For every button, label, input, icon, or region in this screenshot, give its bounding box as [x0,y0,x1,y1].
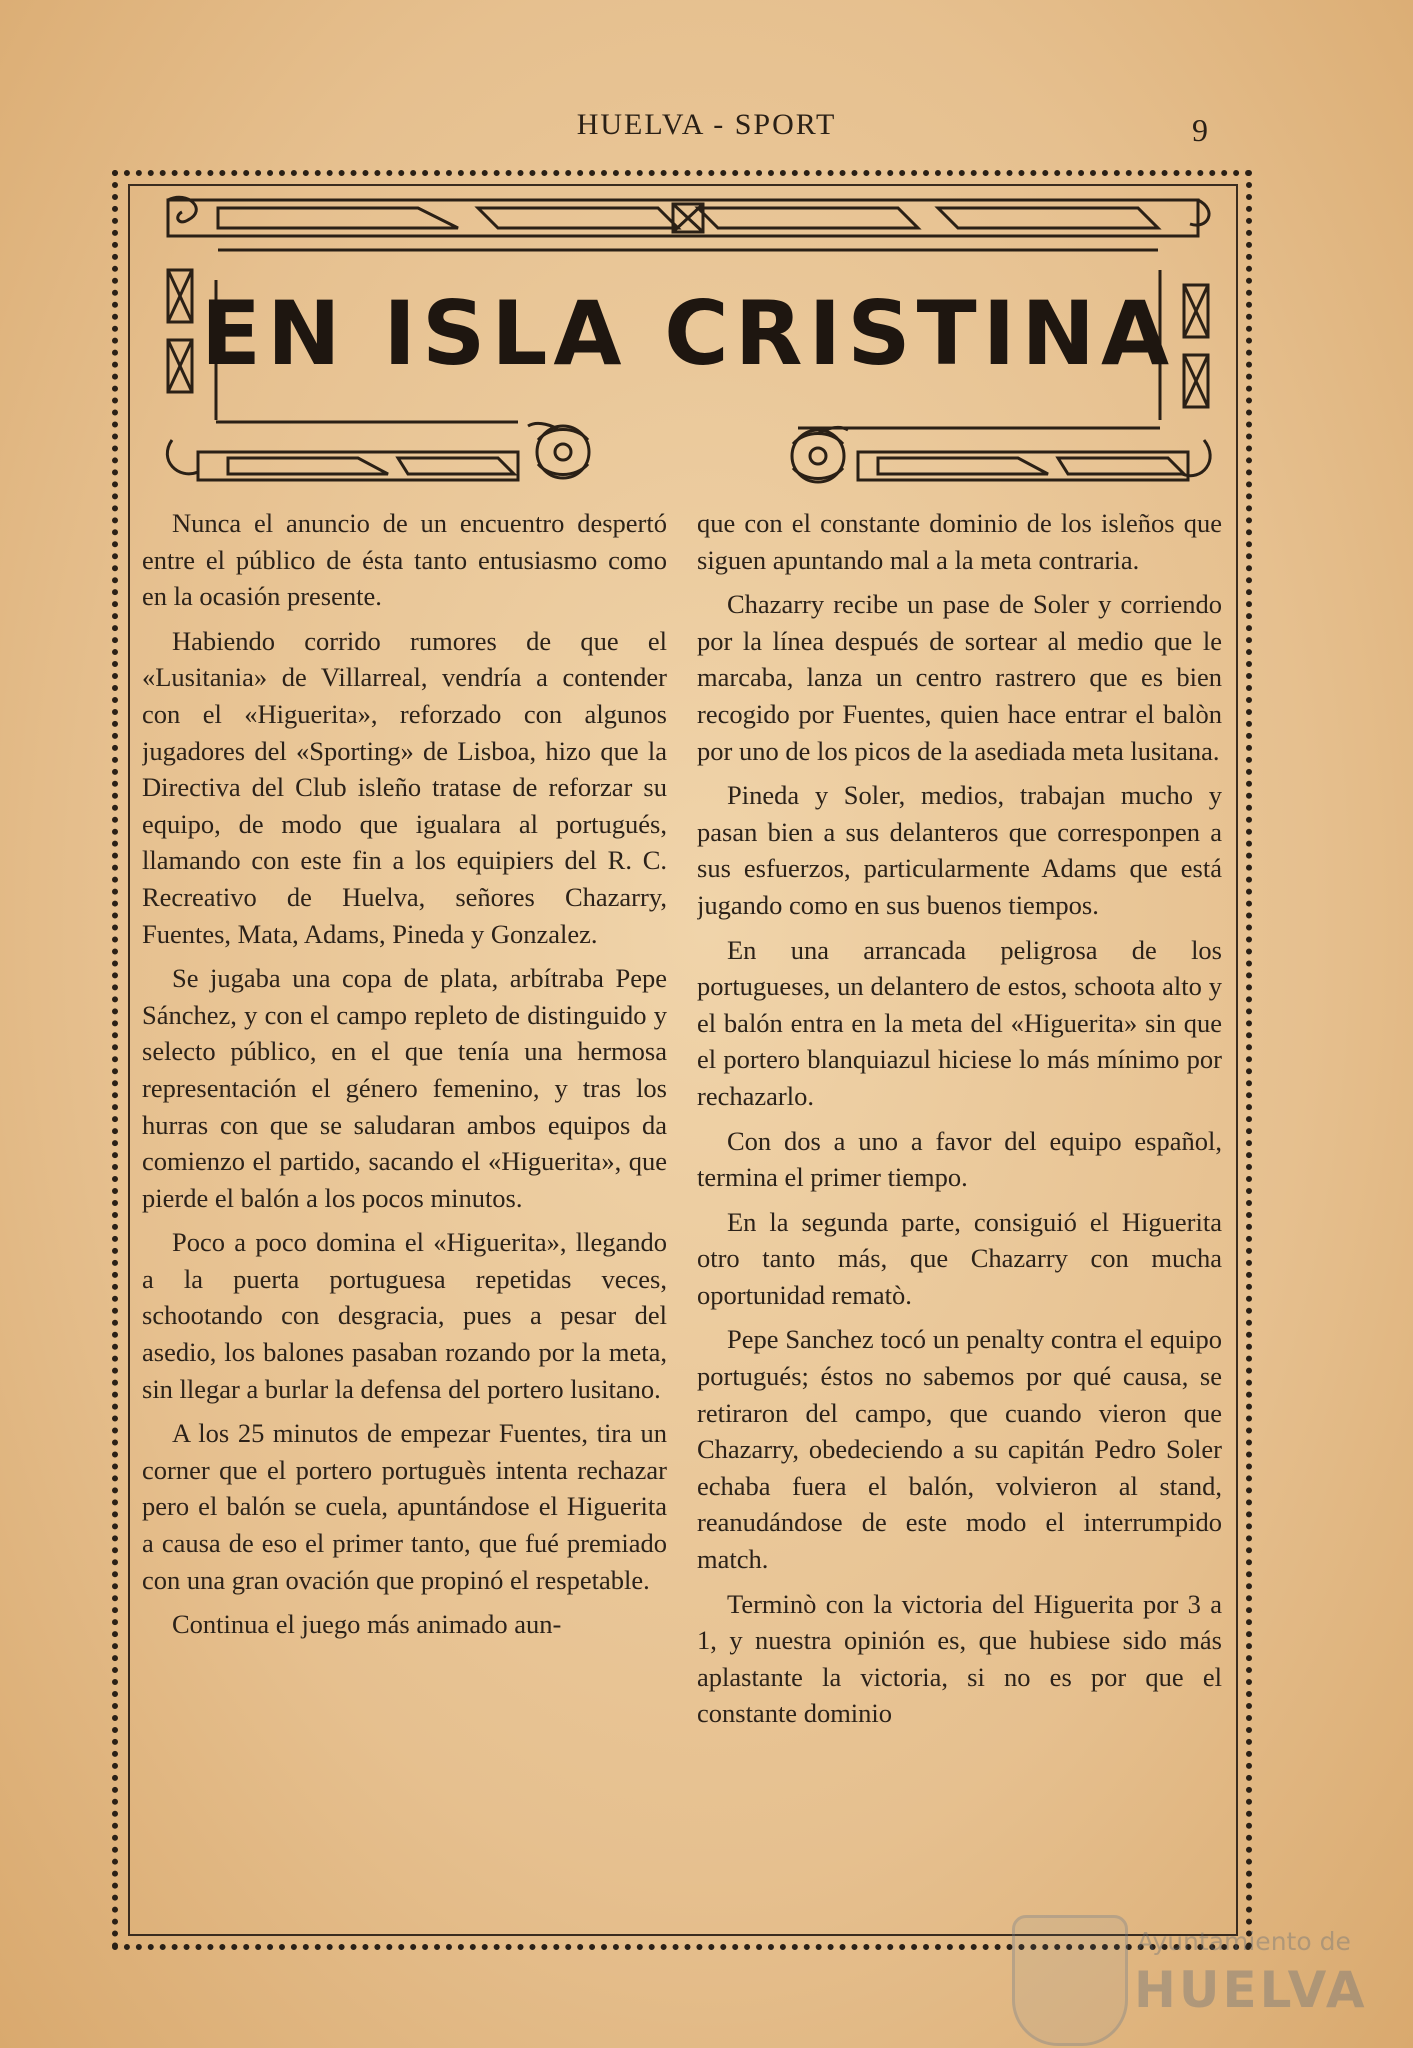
watermark-line2: HUELVA [1134,1961,1368,2019]
archive-watermark [1012,1915,1412,2045]
paragraph: que con el constante dominio de los isleños que siguen apuntando mal a la meta contraria. [697,508,1222,575]
running-head: HUELVA - SPORT [576,108,837,141]
paragraph: Pepe Sanchez tocó un penalty contra el equipo portugués; éstos no sabemos por qué causa, se retiraron del campo, que cuando vieron que Chazarry, obedeciendo a su capitán Pedro Soler echaba fuera el balón, volvieron al stand, reanudándose de este modo el interrumpido match. [697,1324,1222,1575]
headline-banner [158,190,1218,490]
floral-ornament-left-icon [528,423,589,478]
column-left [142,505,667,1925]
article-headline: EN ISLA CRISTINA [200,282,1176,385]
paragraph: Pineda y Soler, medios, trabajan mucho y pasan bien a sus delanteros que corresponpen a sus esfuerzos, particularmente Adams que está jugando como en sus buenos tiempos. [697,780,1222,920]
paragraph: Nunca el anuncio de un encuentro despertó entre el público de ésta tanto entusiasmo como en la ocasión presente. [142,508,667,612]
article-columns [142,505,1222,1925]
floral-ornament-right-icon [792,427,848,482]
paragraph: Habiendo corrido rumores de que el «Lusitania» de Villarreal, vendría a contender con el «Higuerita», reforzado con algunos jugadores del «Sporting» de Lisboa, hizo que la Directiva del Club isleño tratase de reforzar su equipo, de modo que igualara al portugués, llamando con este fin a los equipiers del R. C. Recreativo de Huelva, señores Chazarry, Fuentes, Mata, Adams, Pineda y Gonzalez. [142,625,667,949]
paragraph: A los 25 minutos de empezar Fuentes, tira un corner que el portero portuguès intenta rechazar pero el balón se cuela, apuntándose el Higuerita a causa de eso el primer tanto, que fué premiado con una gran ovación que propinó el respetable. [142,1418,667,1595]
page-number: 9 [1192,112,1208,148]
paragraph: Poco a poco domina el «Higuerita», llegando a la puerta portuguesa repetidas veces, schootando con desgracia, pues a pesar del asedio, los balones pasaban rozando por la meta, sin llegar a burlar la defensa del portero lusitano. [142,1227,667,1404]
paragraph: Terminò con la victoria del Higuerita por 3 a 1, y nuestra opinión es, que hubiese sido más aplastante la victoria, si no es por que el constante dominio [697,1588,1222,1729]
paragraph: Con dos a uno a favor del equipo español, termina el primer tiempo. [697,1125,1222,1193]
paragraph: Continua el juego más animado aun- [172,1609,562,1640]
paragraph: Se jugaba una copa de plata, arbítraba Pepe Sánchez, y con el campo repleto de distinguido y selecto público, en el que tenía una hermosa representación el género femenino, y tras los hurras con que se saludaran ambos equipos da comienzo el partido, sacando el «Higuerita», que pierde el balón a los pocos minutos. [142,963,667,1213]
watermark-line1: Ayuntamiento de [1137,1927,1351,1956]
municipal-shield-icon [1012,1915,1128,2046]
paragraph: En la segunda parte, consiguió el Higuerita otro tanto más, que Chazarry con mucha oportunidad rematò. [697,1206,1222,1310]
paragraph: En una arrancada peligrosa de los portugueses, un delantero de estos, schoota alto y el balón entra en la meta del «Higuerita» sin que el portero blanquiazul hiciese lo más mínimo por rechazarlo. [697,934,1222,1111]
column-right [697,505,1222,1925]
paragraph: Chazarry recibe un pase de Soler y corriendo por la línea después de sortear al medio que le marcaba, lanza un centro rastrero que es bien recogido por Fuentes, quien hace entrar el balòn por uno de los picos de la asediada meta lusitana. [697,589,1222,766]
